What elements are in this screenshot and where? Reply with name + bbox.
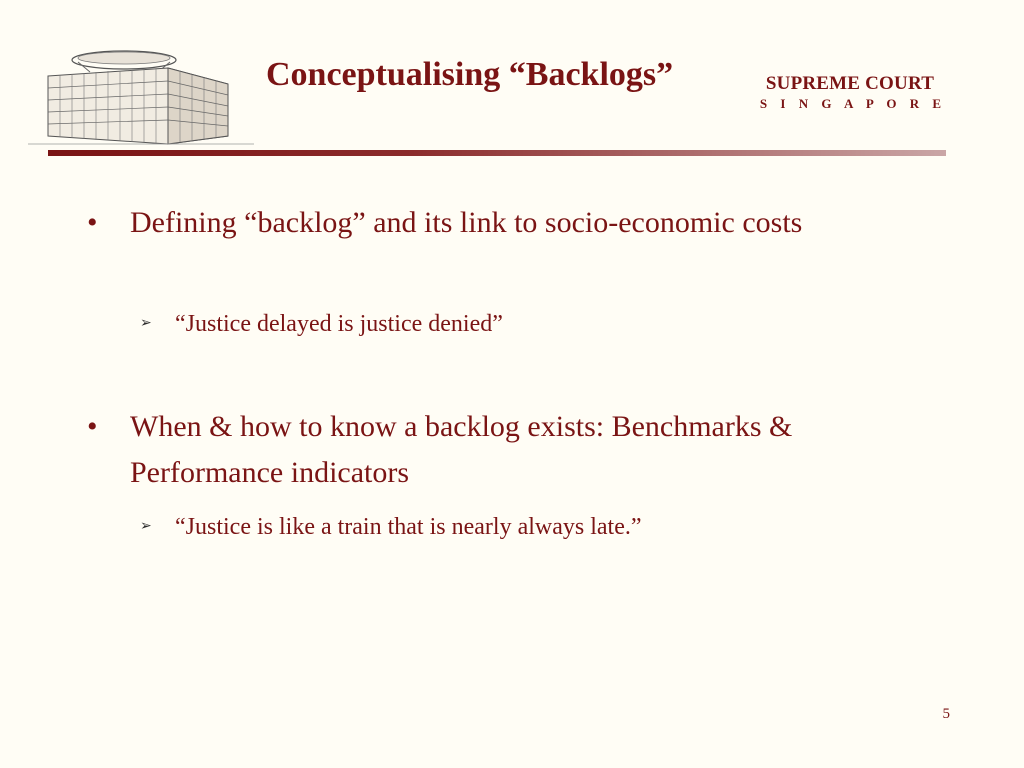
bullet-text: When & how to know a backlog exists: Benchmarks & Performance indicators — [130, 410, 793, 489]
supreme-court-building-logo — [28, 40, 254, 148]
bullet-dot-icon: • — [87, 410, 98, 443]
slide-title: Conceptualising “Backlogs” — [266, 56, 674, 93]
arrow-bullet-icon: ➢ — [140, 519, 152, 534]
sub-bullet-text: “Justice delayed is justice denied” — [175, 311, 503, 337]
bullet-item-2 — [87, 404, 947, 496]
bullet-dot-icon: • — [87, 206, 98, 239]
sub-bullet-item-1 — [140, 309, 940, 339]
court-subtitle: S I N G A P O R E — [759, 96, 947, 111]
header-divider — [48, 150, 946, 156]
bullet-text: Defining “backlog” and its link to socio-economic costs — [130, 206, 803, 239]
bullet-item-1 — [87, 200, 947, 246]
sub-bullet-item-2 — [140, 512, 940, 542]
court-wordmark — [750, 74, 950, 110]
court-name: SUPREME COURT — [765, 73, 935, 94]
sub-bullet-text: “Justice is like a train that is nearly always late.” — [175, 514, 642, 540]
arrow-bullet-icon: ➢ — [140, 316, 152, 331]
page-number: 5 — [942, 706, 950, 722]
